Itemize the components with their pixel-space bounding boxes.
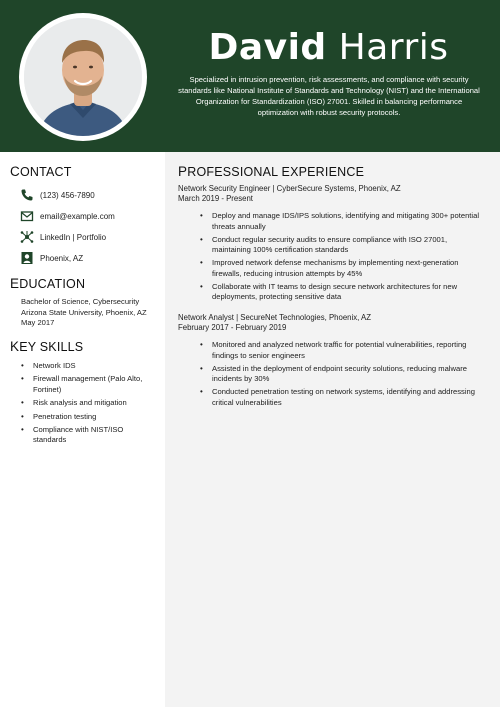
email-address[interactable]: email@example.com [40, 211, 115, 221]
contact-heading [10, 164, 72, 179]
last-name: Harris [338, 27, 449, 68]
graduation-date: May 2017 [21, 318, 55, 328]
contact-heading-rest: ONTACT [19, 165, 72, 179]
job-bullet: • Improved network defense mechanisms by implementing next-generation firewalls, reducing intrusion attempts by 45% [200, 258, 482, 279]
skill-item: • Risk analysis and mitigation [21, 398, 156, 408]
skill-item: • Penetration testing [21, 412, 156, 422]
skill-item: • Firewall management (Palo Alto, Fortinet) [21, 374, 156, 395]
job-bullet: • Monitored and analyzed network traffic for potential vulnerabilities, reporting findings to senior engineers [200, 340, 482, 361]
education-heading-rest: DUCATION [19, 277, 86, 291]
job-bullet: • Conducted penetration testing on network systems, identifying and addressing critical vulnerabilities [200, 387, 482, 408]
header-banner [0, 0, 500, 152]
education-details [21, 297, 161, 329]
phone-number[interactable]: (123) 456-7890 [40, 190, 95, 200]
profile-photo-frame [19, 13, 147, 141]
skill-item: • Compliance with NIST/ISO standards [21, 425, 156, 446]
experience-heading-initial: P [178, 164, 188, 179]
school: Arizona State University, Phoenix, AZ [21, 307, 147, 317]
skills-heading-rest: EY SKILLS [19, 340, 84, 354]
contact-email-row [20, 208, 115, 224]
contact-phone-row [20, 187, 95, 203]
profile-links[interactable]: LinkedIn | Portfolio [40, 232, 107, 242]
skills-list [21, 361, 156, 449]
experience-heading [178, 164, 364, 179]
job-title: Network Security Engineer | CyberSecure Systems, Phoenix, AZ [178, 184, 401, 193]
degree: Bachelor of Science, Cybersecurity [21, 297, 140, 306]
email-icon [20, 209, 34, 223]
skills-heading [10, 339, 83, 354]
job-bullets [200, 211, 482, 305]
job-dates: February 2017 - February 2019 [178, 323, 287, 332]
job-title: Network Analyst | SecureNet Technologies, Phoenix, AZ [178, 313, 372, 322]
job-bullet: • Collaborate with IT teams to design secure network architectures for new deployments, protecting sensitive data [200, 282, 482, 303]
experience-heading-rest: ROFESSIONAL EXPERIENCE [187, 165, 365, 179]
candidate-name [165, 26, 492, 70]
contact-links-row [20, 229, 107, 245]
location: Phoenix, AZ [40, 253, 84, 263]
education-heading [10, 276, 85, 291]
job-bullet: • Conduct regular security audits to ensure compliance with ISO 27001, maintaining 100% certification standards [200, 235, 482, 256]
skill-item: • Network IDS [21, 361, 156, 371]
education-heading-initial: E [10, 276, 20, 291]
profile-photo [24, 18, 142, 136]
contact-heading-initial: C [10, 164, 20, 179]
first-name: David [208, 27, 327, 68]
job-bullet: • Assisted in the deployment of endpoint security solutions, reducing malware incidents by 30% [200, 364, 482, 385]
phone-icon [20, 188, 34, 202]
job-bullets [200, 340, 482, 411]
job-bullet: • Deploy and manage IDS/IPS solutions, identifying and mitigating 300+ potential threats annually [200, 211, 482, 232]
job-dates: March 2019 - Present [178, 194, 253, 203]
location-icon [20, 251, 34, 265]
skills-heading-initial: K [10, 339, 20, 354]
network-icon [20, 230, 34, 244]
contact-location-row [20, 250, 84, 266]
profile-summary: Specialized in intrusion prevention, risk assessments, and compliance with security standards like National Institute of Standards and Technology (NIST) and the International Organization for Standardization (ISO) 27001. Skilled in balancing performance optimization with robust security protocols. [178, 75, 480, 117]
